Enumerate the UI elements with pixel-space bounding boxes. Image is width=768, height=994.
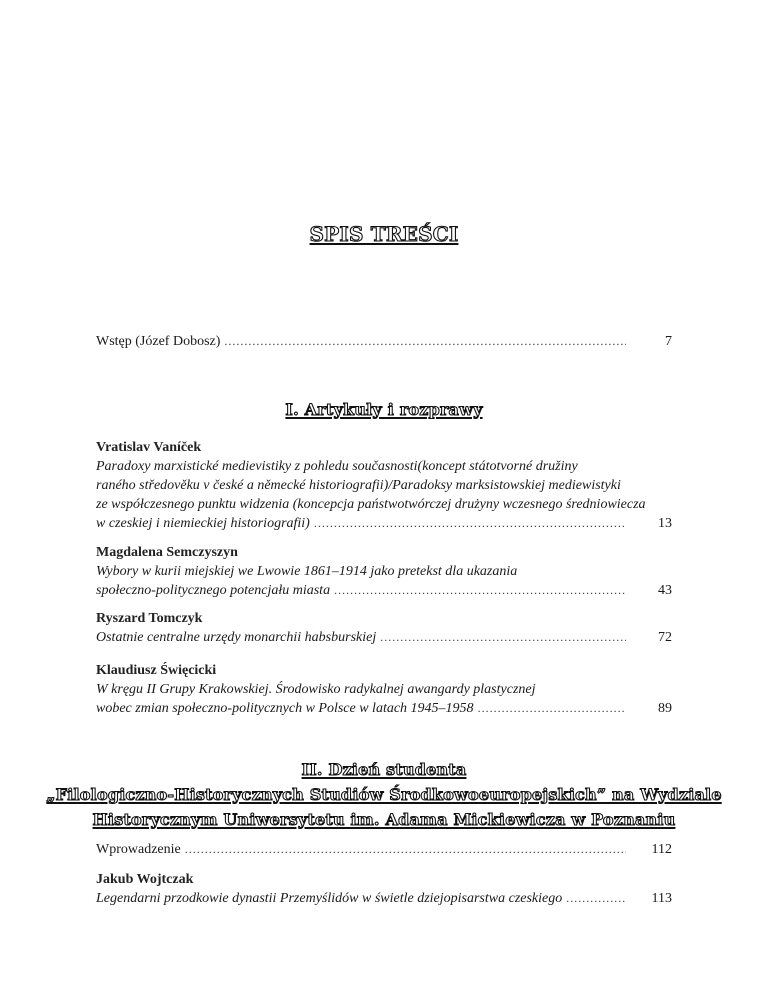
entry-title-line: w czeskiej i niemieckiej historiografii): [96, 516, 310, 531]
section-heading-2-line: „Filologiczno-Historycznych Studiów Środkowoeuropejskich” na Wydziale: [46, 785, 722, 804]
dot-leader: [380, 628, 626, 647]
entry-title-line: W kręgu II Grupy Krakowskiej. Środowisko radykalnej awangardy plastycznej: [96, 682, 536, 697]
page-number: 113: [651, 891, 672, 906]
toc-line: [96, 332, 672, 351]
dot-leader: [314, 514, 626, 533]
toc-entry[interactable]: [96, 438, 672, 533]
entry-author: Ryszard Tomczyk: [96, 611, 203, 626]
toc-entry[interactable]: [96, 661, 672, 718]
entry-title: Wstęp (Józef Dobosz): [96, 334, 221, 349]
entry-title-line: ze współczesnego punktu widzenia (koncepcja państwotwórczej drużyny wczesnego średniowiecza: [96, 497, 646, 512]
entry-title-line: społeczno-politycznego potencjału miasta: [96, 583, 331, 598]
page-number: 43: [658, 583, 672, 598]
dot-leader: [478, 699, 626, 718]
entry-author: Klaudiusz Święcicki: [96, 663, 217, 678]
entry-title-line: Ostatnie centralne urzędy monarchii habsburskiej: [96, 630, 377, 645]
dot-leader: [566, 889, 626, 908]
entry-title-line: raného středověku v české a německé historiografii)/Paradoksy marksistowskiej mediewistyki: [96, 478, 621, 493]
toc-entry-introduction[interactable]: [96, 840, 672, 859]
entry-title-line: Wybory w kurii miejskiej we Lwowie 1861–1914 jako pretekst dla ukazania: [96, 564, 518, 579]
section-heading-2-line: Historycznym Uniwersytetu im. Adama Mickiewicza w Poznaniu: [92, 810, 676, 829]
toc-entry[interactable]: [96, 870, 672, 908]
entry-title-line: Legendarni przodkowie dynastii Przemyślidów w świetle dziejopisarstwa czeskiego: [96, 891, 563, 906]
dot-leader: [224, 332, 626, 351]
entry-title-line: Paradoxy marxistické medievistiky z pohledu současnosti(koncept státotvorné družiny: [96, 459, 578, 474]
entry-title-line: wobec zmian społeczno-politycznych w Polsce w latach 1945–1958: [96, 701, 474, 716]
page-number: 112: [651, 842, 672, 857]
entry-title: Wprowadzenie: [96, 842, 181, 857]
page-number: 89: [658, 701, 672, 716]
toc-line: [96, 699, 672, 718]
toc-line: [96, 581, 672, 600]
section-heading-1: I. Artykuły i rozprawy: [285, 400, 483, 419]
dot-leader: [185, 840, 626, 859]
entry-author: Vratislav Vaníček: [96, 440, 202, 455]
toc-entry[interactable]: [96, 609, 672, 647]
toc-line: [96, 840, 672, 859]
toc-entry-intro[interactable]: [96, 332, 672, 351]
toc-line: [96, 628, 672, 647]
page-number: 7: [665, 334, 672, 349]
section-heading-2: II. Dzień studenta: [301, 760, 467, 779]
page-title: SPIS TREŚCI: [309, 222, 459, 246]
toc-line: [96, 889, 672, 908]
toc-line: [96, 514, 672, 533]
page-number: 13: [658, 516, 672, 531]
dot-leader: [334, 581, 626, 600]
entry-author: Jakub Wojtczak: [96, 872, 194, 887]
entry-author: Magdalena Semczyszyn: [96, 545, 238, 560]
toc-entry[interactable]: [96, 543, 672, 600]
page-number: 72: [658, 630, 672, 645]
